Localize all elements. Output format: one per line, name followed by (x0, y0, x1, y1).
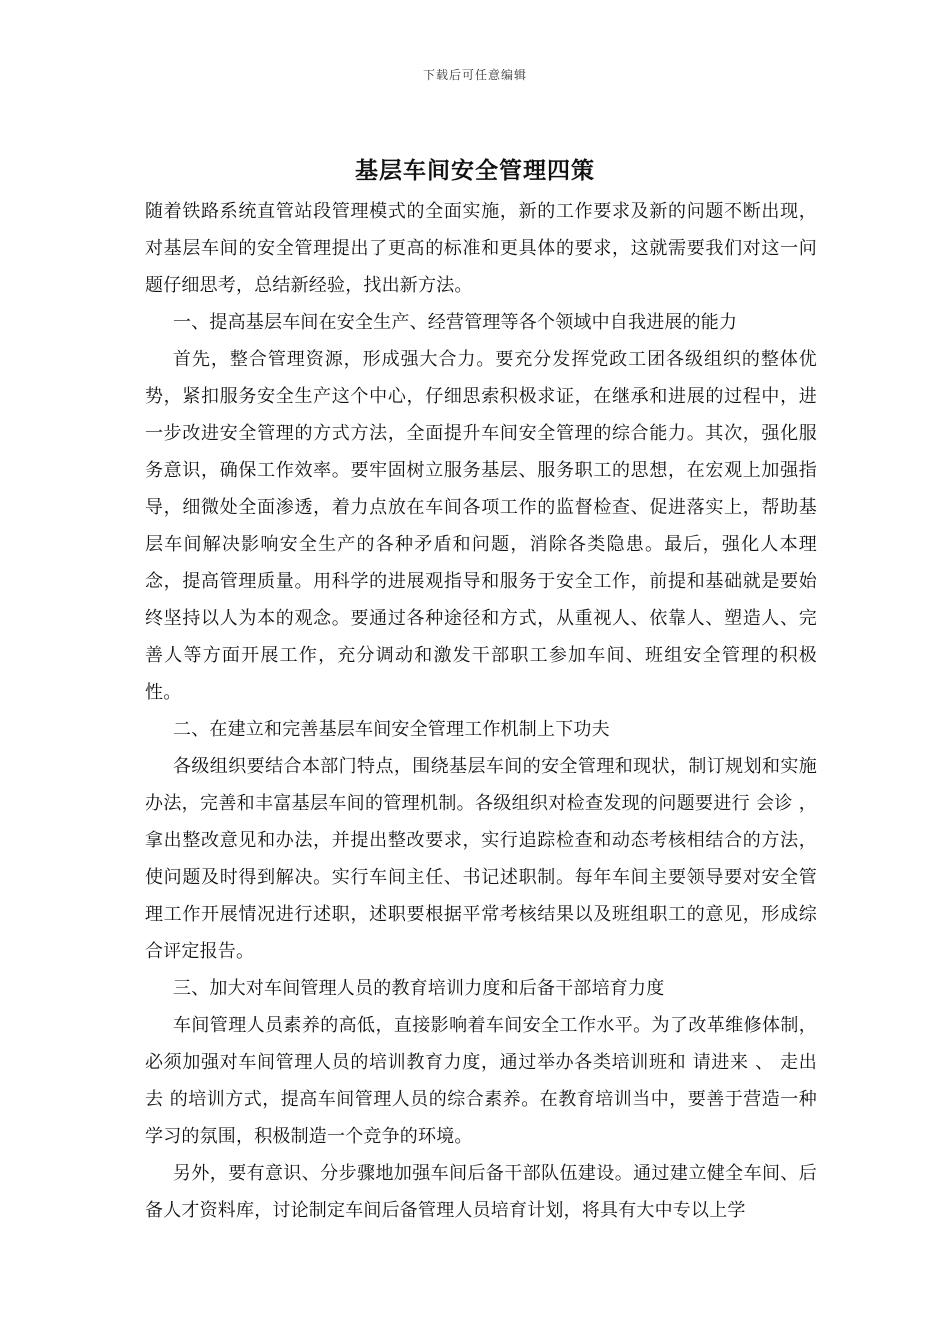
section-3-paragraph-continued: 另外，要有意识、分步骤地加强车间后备干部队伍建设。通过建立健全车间、后备人才资料库，讨论制定车间后备管理人员培育计划，将具有大中专以上学 (145, 1163, 817, 1221)
section-1-paragraph: 首先，整合管理资源，形成强大合力。要充分发挥党政工团各级组织的整体优势，紧扣服务安全生产这个中心，仔细思索积极求证，在继承和进展的过程中，进一步改进安全管理的方式方法，全面提升车间安全管理的综合能力。其次，强化服务意识，确保工作效率。要牢固树立服务基层、服务职工的思想，在宏观上加强指导，细微处全面渗透，着力点放在车间各项工作的监督检查、促进落实上，帮助基层车间解决影响安全生产的各种矛盾和问题，消除各类隐患。最后，强化人本理念，提高管理质量。用科学的进展观指导和服务于安全工作，前提和基础就是要始终坚持以人为本的观念。要通过各种途径和方式，从重视人、依靠人、塑造人、完善人等方面开展工作，充分调动和激发干部职工参加车间、班组安全管理的积极性。 (145, 349, 817, 703)
header-note: 下载后可任意编辑 (422, 68, 527, 82)
section-3-paragraph: 车间管理人员素养的高低，直接影响着车间安全工作水平。为了改革维修体制，必须加强对车间管理人员的培训教育力度，通过举办各类培训班和 请进来 、 走出去 的培训方式，提高车间管理人员的综合素养。在教育培训当中，要善于营造一种学习的氛围，积极制造一个竞争的环境。 (145, 1015, 817, 1147)
section-heading-3: 三、加大对车间管理人员的教育培训力度和后备干部培育力度 (173, 978, 665, 999)
section-heading-1: 一、提高基层车间在安全生产、经营管理等各个领域中自我进展的能力 (173, 312, 738, 333)
section-2-paragraph: 各级组织要结合本部门特点，围绕基层车间的安全管理和现状，制订规划和实施办法，完善和丰富基层车间的管理机制。各级组织对检查发现的问题要进行 会诊 ，拿出整改意见和办法，并提出整改要求，实行追踪检查和动态考核相结合的方法，使问题及时得到解决。实行车间主任、书记述职制。每年车间主要领导要对安全管理工作开展情况进行述职，述职要根据平常考核结果以及班组职工的意见，形成综合评定报告。 (145, 756, 817, 962)
intro-paragraph: 随着铁路系统直管站段管理模式的全面实施，新的工作要求及新的问题不断出现，对基层车间的安全管理提出了更高的标准和更具体的要求，这就需要我们对这一问题仔细思考，总结新经验，找出新方法。 (145, 201, 817, 296)
document-title: 基层车间安全管理四策 (355, 157, 595, 184)
section-heading-2: 二、在建立和完善基层车间安全管理工作机制上下功夫 (173, 719, 610, 740)
document-body (145, 193, 817, 1229)
